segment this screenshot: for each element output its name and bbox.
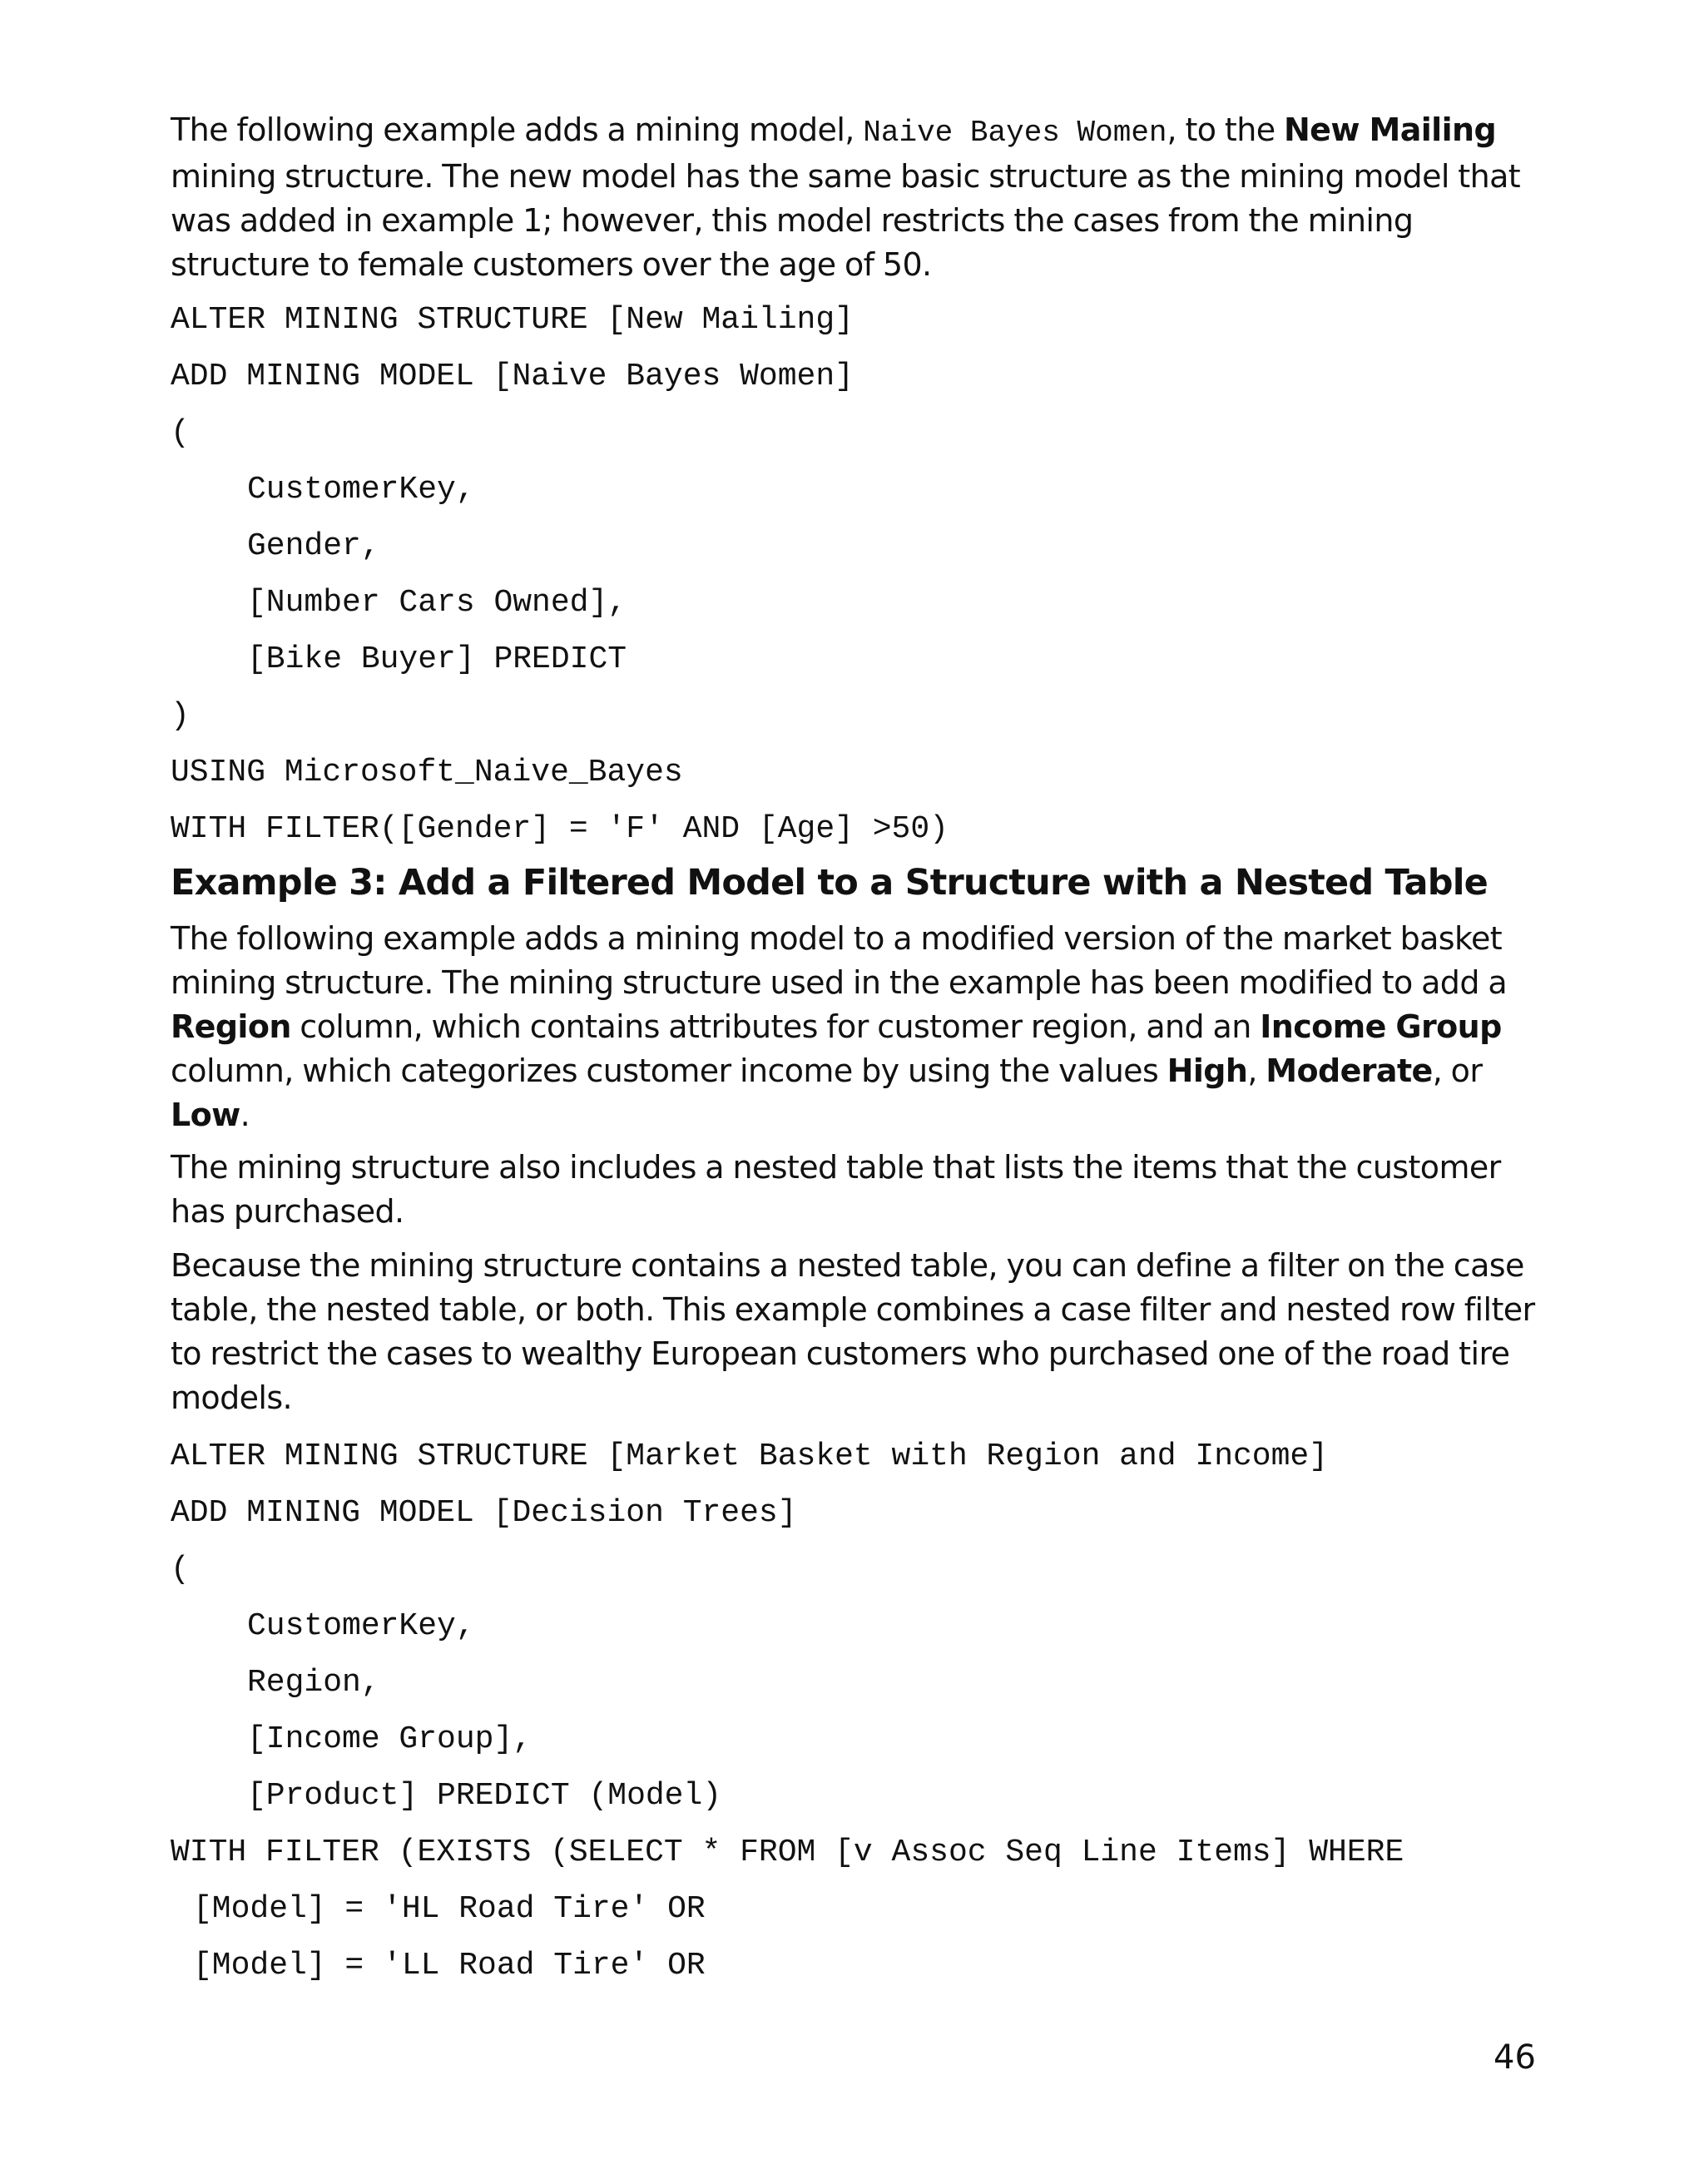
code-line: CustomerKey,	[247, 472, 475, 508]
code-line: Region,	[247, 1665, 380, 1701]
intro-model-name-code: Naive Bayes Women	[863, 116, 1167, 150]
code-line: ALTER MINING STRUCTURE [New Mailing]	[171, 302, 854, 338]
intro-text-1: The following example adds a mining model,	[171, 111, 864, 148]
code-line: [Model] = 'LL Road Tire' OR	[193, 1948, 706, 1983]
code-line: (	[171, 1552, 190, 1587]
low-term: Low	[171, 1097, 240, 1133]
intro-text-2: , to the	[1167, 111, 1284, 148]
para1-text-5: , or	[1432, 1052, 1483, 1089]
code-line: WITH FILTER([Gender] = 'F' AND [Age] >50)	[171, 811, 949, 847]
para1-text-6: .	[240, 1097, 250, 1133]
para1-text-1: The following example adds a mining model to a modified version of the market basket mining structure. The mining structure used in the example has been modified to add a	[171, 920, 1508, 1001]
para1-text-2: column, which contains attributes for customer region, and an	[290, 1008, 1261, 1045]
para1-text-3: column, which categorizes customer income by using the values	[171, 1052, 1167, 1089]
intro-paragraph	[171, 108, 1543, 287]
region-term: Region	[171, 1008, 291, 1045]
intro-structure-name: New Mailing	[1283, 111, 1497, 148]
section-heading: Example 3: Add a Filtered Model to a Structure with a Nested Table	[171, 862, 1489, 904]
code-line: CustomerKey,	[247, 1608, 475, 1644]
code-line: [Number Cars Owned],	[247, 585, 627, 621]
code-line: [Income Group],	[247, 1721, 532, 1757]
income-group-term: Income Group	[1260, 1008, 1502, 1045]
code-line: )	[171, 698, 190, 734]
code-line: (	[171, 415, 190, 451]
code-line: USING Microsoft_Naive_Bayes	[171, 755, 683, 790]
example3-paragraph-1	[171, 917, 1543, 1137]
para1-text-4: ,	[1247, 1052, 1266, 1089]
page-number: 46	[1493, 2038, 1536, 2077]
example3-paragraph-3: Because the mining structure contains a nested table, you can define a filter on the case table, the nested table, or both. This example combines a case filter and nested row filter to restrict the cases to wealthy European customers who purchased one of the road tire models.	[171, 1247, 1535, 1416]
example3-paragraph-2: The mining structure also includes a nested table that lists the items that the customer has purchased.	[171, 1149, 1501, 1230]
code-line: ALTER MINING STRUCTURE [Market Basket with Region and Income]	[171, 1439, 1329, 1474]
code-line: [Bike Buyer] PREDICT	[247, 641, 627, 677]
code-line: ADD MINING MODEL [Decision Trees]	[171, 1495, 797, 1531]
moderate-term: Moderate	[1266, 1052, 1433, 1089]
code-line: Gender,	[247, 528, 380, 564]
code-line: WITH FILTER (EXISTS (SELECT * FROM [v Assoc Seq Line Items] WHERE	[171, 1835, 1404, 1870]
code-line: [Product] PREDICT (Model)	[247, 1778, 722, 1814]
code-line: ADD MINING MODEL [Naive Bayes Women]	[171, 359, 854, 394]
code-line: [Model] = 'HL Road Tire' OR	[193, 1891, 706, 1927]
intro-text-3: mining structure. The new model has the same basic structure as the mining model that was added in example 1; however, this model restricts the cases from the mining structure to female customers over the age of 50.	[171, 158, 1521, 283]
high-term: High	[1167, 1052, 1248, 1089]
